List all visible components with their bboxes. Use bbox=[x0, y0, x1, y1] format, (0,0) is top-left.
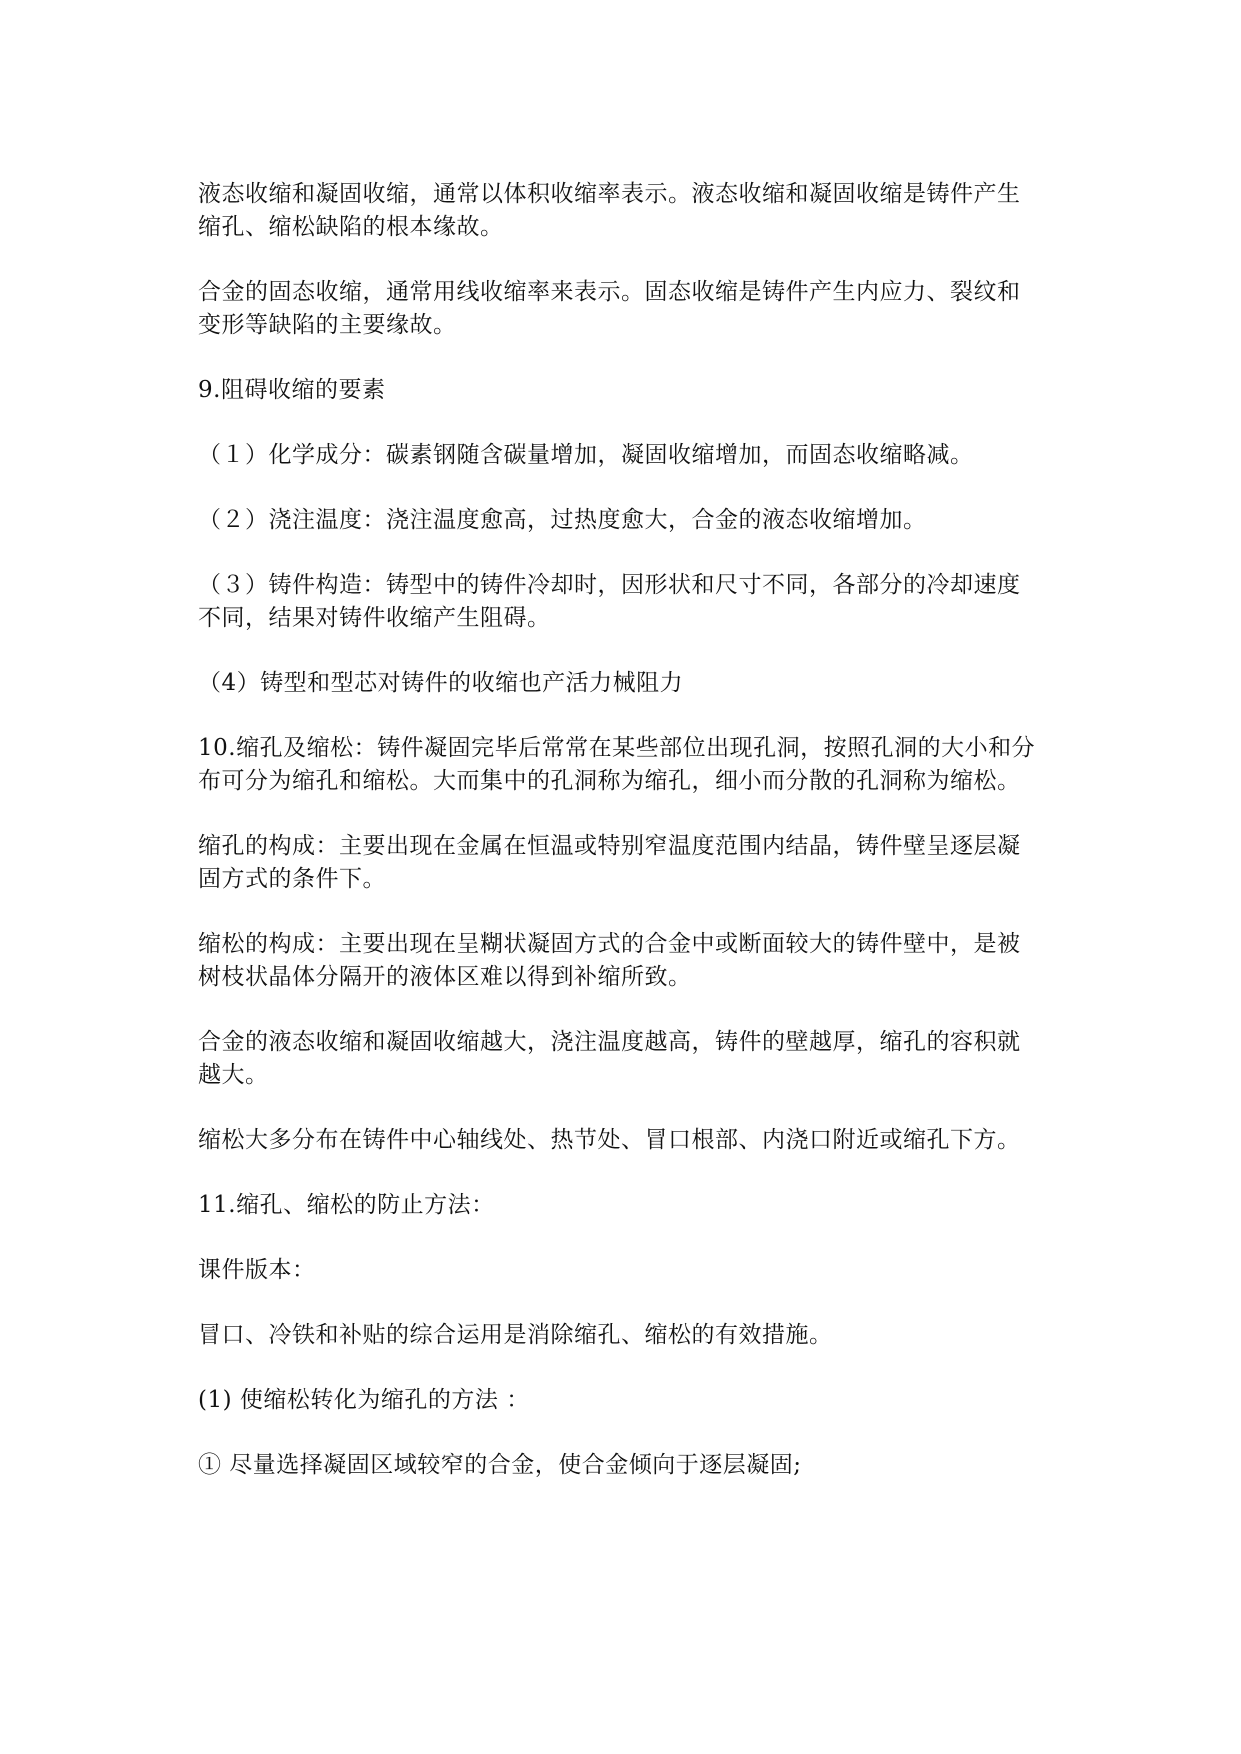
paragraph-liquid-solidification-shrinkage: 液态收缩和凝固收缩，通常以体积收缩率表示。液态收缩和凝固收缩是铸件产生缩孔、缩松缺陷的根本缘故。 bbox=[198, 181, 1021, 240]
list-item-pouring-temperature: （２）浇注温度：浇注温度愈高，过热度愈大，合金的液态收缩增加。 bbox=[198, 507, 927, 533]
paragraph-shrinkage-cavity-definition: 10.缩孔及缩松：铸件凝固完毕后常常在某些部位出现孔洞，按照孔洞的大小和分布可分为缩孔和缩松。大而集中的孔洞称为缩孔，细小而分散的孔洞称为缩松。 bbox=[198, 735, 1036, 794]
heading-prevention-methods: 11.缩孔、缩松的防止方法： bbox=[198, 1192, 495, 1218]
list-item-casting-structure: （３）铸件构造：铸型中的铸件冷却时，因形状和尺寸不同，各部分的冷却速度不同，结果对铸件收缩产生阻碍。 bbox=[198, 572, 1021, 631]
document-body bbox=[198, 178, 1040, 1514]
paragraph-solid-shrinkage: 合金的固态收缩，通常用线收缩率来表示。固态收缩是铸件产生内应力、裂纹和变形等缺陷的主要缘故。 bbox=[198, 279, 1021, 338]
paragraph-shrinkage-cavity-formation: 缩孔的构成：主要出现在金属在恒温或特别窄温度范围内结晶，铸件壁呈逐层凝固方式的条件下。 bbox=[198, 833, 1021, 892]
heading-shrinkage-factors: 9.阻碍收缩的要素 bbox=[198, 377, 386, 403]
list-item-chemical-composition: （１）化学成分：碳素钢随含碳量增加，凝固收缩增加，而固态收缩略减。 bbox=[198, 442, 974, 468]
list-item-narrow-solidification-alloy: ① 尽量选择凝固区域较窄的合金，使合金倾向于逐层凝固; bbox=[198, 1452, 802, 1478]
paragraph-porosity-distribution: 缩松大多分布在铸件中心轴线处、热节处、冒口根部、内浇口附近或缩孔下方。 bbox=[198, 1127, 1021, 1153]
paragraph-shrinkage-porosity-formation: 缩松的构成：主要出现在呈糊状凝固方式的合金中或断面较大的铸件壁中，是被树枝状晶体分隔开的液体区难以得到补缩所致。 bbox=[198, 931, 1021, 990]
subheading-porosity-to-cavity: (1) 使缩松转化为缩孔的方法 ： bbox=[198, 1387, 530, 1413]
paragraph-cavity-volume-factors: 合金的液态收缩和凝固收缩越大，浇注温度越高，铸件的壁越厚，缩孔的容积就越大。 bbox=[198, 1029, 1021, 1088]
paragraph-courseware-version: 课件版本： bbox=[198, 1257, 316, 1283]
paragraph-riser-chill-measures: 冒口、冷铁和补贴的综合运用是消除缩孔、缩松的有效措施。 bbox=[198, 1322, 833, 1348]
list-item-mold-and-core: （4）铸型和型芯对铸件的收缩也产活力械阻力 bbox=[198, 670, 684, 696]
